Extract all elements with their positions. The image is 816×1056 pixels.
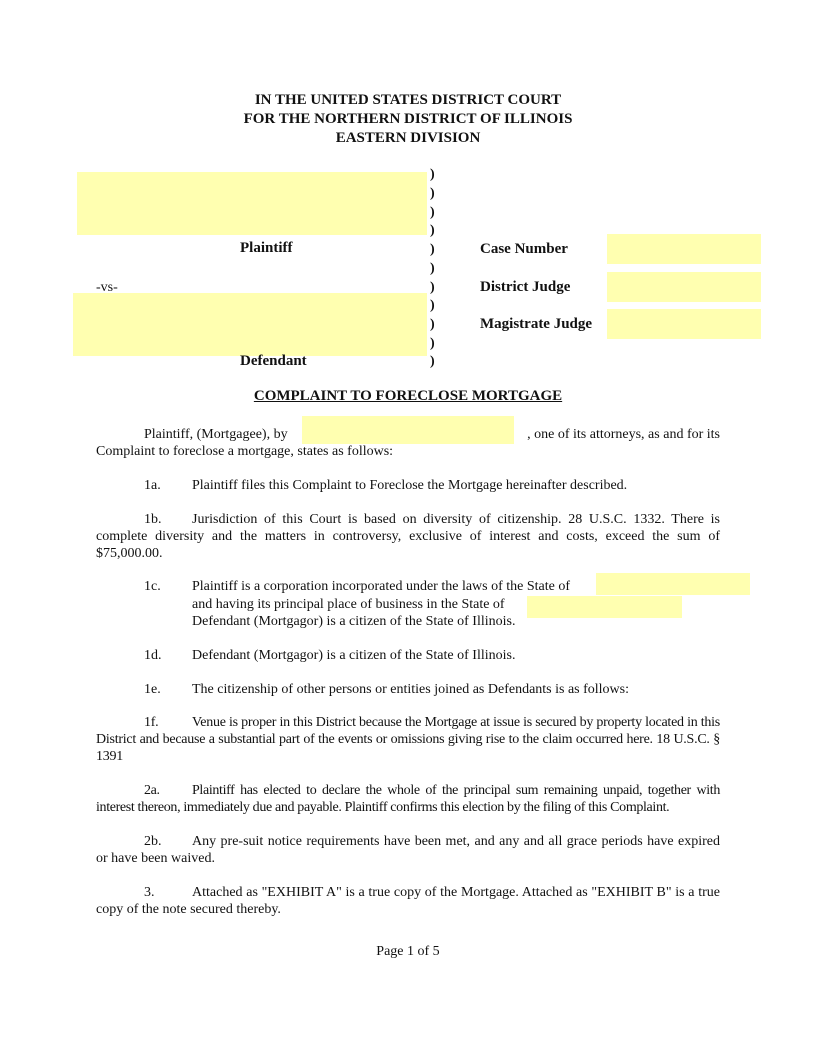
caption-paren: ) xyxy=(430,261,435,276)
paragraph-1c-number: 1c. xyxy=(144,579,161,594)
court-header-line-2: FOR THE NORTHERN DISTRICT OF ILLINOIS xyxy=(243,111,573,127)
paragraph-1c-line-1: Plaintiff is a corporation incorporated under the laws of the State of xyxy=(192,579,571,594)
caption-paren: ) xyxy=(430,298,435,313)
paragraph-text: Venue is proper in this District because the Mortgage at issue is secured by property located in this District and because a substantial part of the events or omissions giving rise to the claim occurred here. 18 U.S.C. § 1391 xyxy=(96,715,720,764)
paragraph-text: Plaintiff has elected to declare the whole of the principal sum remaining unpaid, together with interest thereon, immediately due and payable. Plaintiff confirms this election by the filing of this Complaint. xyxy=(96,783,720,815)
paragraph-3 xyxy=(96,884,720,918)
paragraph-2a xyxy=(96,782,720,816)
caption-paren: ) xyxy=(430,336,435,351)
paragraph-number: 1b. xyxy=(144,512,162,527)
caption-paren: ) xyxy=(430,167,435,182)
paragraph-number: 1d. xyxy=(144,648,162,663)
magistrate-judge-field[interactable] xyxy=(607,309,761,339)
caption-paren: ) xyxy=(430,186,435,201)
court-header-line-1: IN THE UNITED STATES DISTRICT COURT xyxy=(254,92,562,108)
paragraph-1c-line-3: Defendant (Mortgagor) is a citizen of the State of Illinois. xyxy=(192,614,516,629)
caption-paren: ) xyxy=(430,354,435,369)
paragraph-text: Jurisdiction of this Court is based on diversity of citizenship. 28 U.S.C. 1332. There is complete diversity and the matters in controversy, exclusive of interest and costs, exceed the sum of $75,000.00. xyxy=(96,512,720,561)
caption-paren: ) xyxy=(430,280,435,295)
caption-paren: ) xyxy=(430,242,435,257)
paragraph-text: Attached as "EXHIBIT A" is a true copy of the Mortgage. Attached as "EXHIBIT B" is a true copy of the note secured thereby. xyxy=(96,885,720,917)
defendant-name-field[interactable] xyxy=(73,293,427,356)
paragraph-text: Plaintiff files this Complaint to Foreclose the Mortgage hereinafter described. xyxy=(192,478,628,493)
district-judge-field[interactable] xyxy=(607,272,761,302)
page-number: Page 1 of 5 xyxy=(376,944,440,959)
versus-label: -vs- xyxy=(96,280,118,295)
paragraph-1f xyxy=(96,714,720,765)
paragraph-number: 1e. xyxy=(144,682,161,697)
plaintiff-label: Plaintiff xyxy=(240,240,293,256)
court-header-line-3: EASTERN DIVISION xyxy=(335,130,481,146)
caption-paren: ) xyxy=(430,223,435,238)
case-number-label: Case Number xyxy=(480,241,568,257)
state-of-incorporation-field[interactable] xyxy=(596,573,750,595)
defendant-label: Defendant xyxy=(240,353,307,369)
intro-text-end: , one of its attorneys, as and for its xyxy=(527,427,720,442)
paragraph-1b xyxy=(96,511,720,562)
complaint-title: COMPLAINT TO FORECLOSE MORTGAGE xyxy=(253,388,563,404)
paragraph-number: 1f. xyxy=(144,715,159,730)
paragraph-number: 2b. xyxy=(144,834,162,849)
paragraph-text: The citizenship of other persons or entities joined as Defendants is as follows: xyxy=(192,682,630,697)
district-judge-label: District Judge xyxy=(480,279,571,295)
paragraph-1d xyxy=(96,647,720,664)
paragraph-text: Any pre-suit notice requirements have been met, and any and all grace periods have expired or have been waived. xyxy=(96,834,720,866)
paragraph-number: 2a. xyxy=(144,783,160,798)
paragraph-1c-line-2: and having its principal place of business in the State of xyxy=(192,597,505,612)
attorney-name-field[interactable] xyxy=(302,416,514,444)
intro-text-line-2: Complaint to foreclose a mortgage, states as follows: xyxy=(96,444,394,459)
paragraph-2b xyxy=(96,833,720,867)
paragraph-text: Defendant (Mortgagor) is a citizen of the State of Illinois. xyxy=(192,648,516,663)
intro-text-start: Plaintiff, (Mortgagee), by xyxy=(144,427,288,442)
caption-paren: ) xyxy=(430,205,435,220)
state-of-business-field[interactable] xyxy=(527,596,682,618)
case-number-field[interactable] xyxy=(607,234,761,264)
plaintiff-name-field[interactable] xyxy=(77,172,427,235)
caption-paren: ) xyxy=(430,317,435,332)
paragraph-number: 3. xyxy=(144,885,155,900)
magistrate-judge-label: Magistrate Judge xyxy=(480,316,593,332)
paragraph-1a xyxy=(96,477,720,494)
paragraph-1e xyxy=(96,681,720,698)
paragraph-number: 1a. xyxy=(144,478,161,493)
